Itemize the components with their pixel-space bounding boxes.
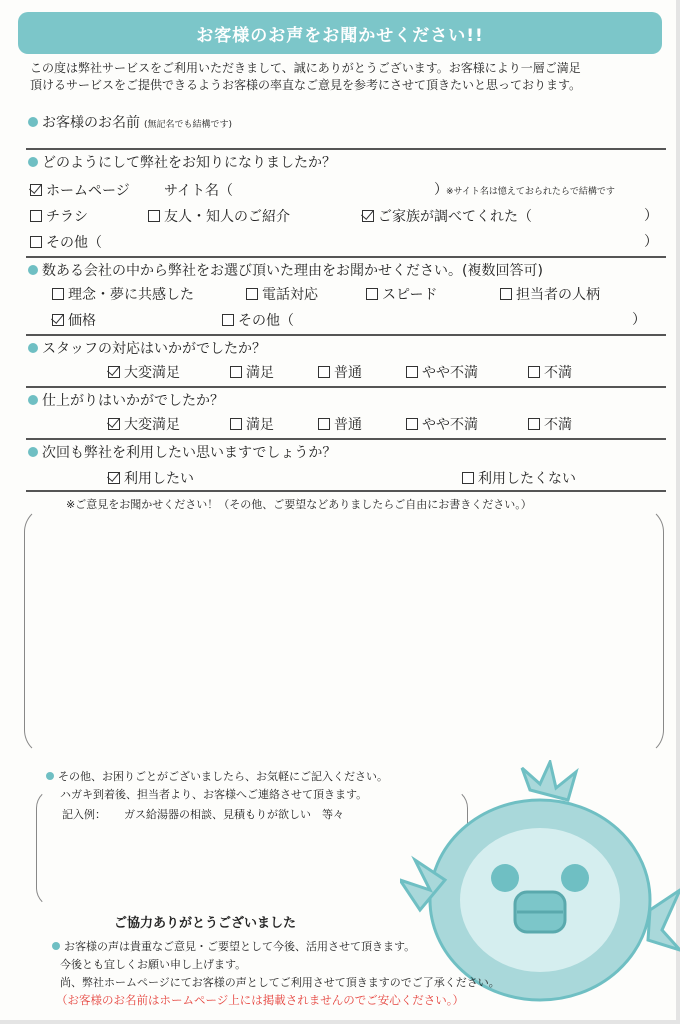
site-name-note: ※サイト名は憶えておられたらで結構です — [446, 187, 615, 197]
question-use-again — [28, 442, 336, 462]
option-reason-other-label: その他（ — [238, 313, 294, 329]
checkbox-icon[interactable] — [30, 236, 42, 248]
option-source-other-label: その他（ — [46, 235, 102, 251]
checkbox-checked-icon[interactable] — [52, 314, 64, 326]
footer-line-1-text: お客様の声は貴重なご意見・ご要望として今後、活用させて頂きます。 — [64, 940, 416, 953]
bullet-dot-icon — [28, 395, 38, 405]
checkbox-icon[interactable] — [500, 288, 512, 300]
option-reason-other-close: ） — [632, 312, 646, 328]
option-use-again-no-label: 利用したくない — [478, 471, 576, 487]
finish-option-label: 大変満足 — [124, 417, 180, 433]
staff-option-label: 満足 — [246, 365, 274, 381]
finish-option-very-satisfied[interactable] — [108, 414, 180, 434]
finish-option-normal[interactable] — [318, 414, 362, 434]
divider — [26, 148, 666, 150]
staff-option-label: やや不満 — [422, 365, 478, 381]
question-name-label: お客様のお名前 — [42, 115, 140, 131]
bullet-dot-icon — [28, 157, 38, 167]
option-homepage-label: ホームページ — [46, 183, 130, 199]
question-reason — [28, 260, 543, 280]
footer-privacy-notice: （お客様のお名前はホームページ上には掲載されませんのでご安心ください。） — [56, 993, 465, 1007]
divider — [26, 256, 666, 258]
question-reason-label: 数ある会社の中から弊社をお選び頂いた理由をお聞かせください。(複数回答可) — [42, 263, 543, 279]
checkbox-checked-icon[interactable] — [108, 472, 120, 484]
staff-option-very-satisfied[interactable] — [108, 362, 180, 382]
other-issues-line-2: ハガキ到着後、担当者より、お客様へご連絡させて頂きます。 — [60, 788, 368, 801]
comments-area[interactable] — [24, 506, 664, 756]
divider — [26, 438, 666, 440]
checkbox-checked-icon[interactable] — [108, 418, 120, 430]
checkbox-icon[interactable] — [230, 366, 242, 378]
question-finish-label: 仕上がりはいかがでしたか？ — [42, 393, 224, 409]
staff-option-dissatisfied[interactable] — [528, 362, 572, 382]
option-speed-label: スピード — [382, 287, 438, 303]
option-philosophy[interactable] — [52, 284, 194, 304]
finish-option-dissatisfied[interactable] — [528, 414, 572, 434]
option-use-again-yes-label: 利用したい — [124, 471, 194, 487]
question-name — [28, 112, 232, 132]
checkbox-icon[interactable] — [528, 366, 540, 378]
option-phone-label: 電話対応 — [262, 287, 318, 303]
question-staff — [28, 338, 266, 358]
question-finish — [28, 390, 224, 410]
checkbox-icon[interactable] — [30, 210, 42, 222]
checkbox-icon[interactable] — [406, 418, 418, 430]
option-staff-personality[interactable] — [500, 284, 600, 304]
checkbox-checked-icon[interactable] — [362, 210, 374, 222]
staff-option-somewhat-dissatisfied[interactable] — [406, 362, 478, 382]
option-friend[interactable] — [148, 206, 290, 226]
divider — [26, 334, 666, 336]
page-title: お客様のお声をお聞かせください!! — [18, 12, 662, 54]
finish-option-satisfied[interactable] — [230, 414, 274, 434]
option-use-again-no[interactable] — [462, 468, 576, 488]
finish-option-somewhat-dissatisfied[interactable] — [406, 414, 478, 434]
option-philosophy-label: 理念・夢に共感した — [68, 287, 194, 303]
checkbox-icon[interactable] — [246, 288, 258, 300]
option-reason-other[interactable] — [222, 310, 294, 330]
option-flyer[interactable] — [30, 206, 88, 226]
example-text: ガス給湯器の相談、見積もりが欲しい 等々 — [124, 808, 344, 821]
option-family[interactable] — [362, 206, 532, 226]
question-staff-label: スタッフの対応はいかがでしたか？ — [42, 341, 266, 357]
intro-line-1: この度は弊社サービスをご利用いただきまして、誠にありがとうございます。お客様により一層ご満足 — [30, 61, 581, 75]
option-staff-personality-label: 担当者の人柄 — [516, 287, 600, 303]
option-flyer-label: チラシ — [46, 209, 88, 225]
finish-option-label: 満足 — [246, 417, 274, 433]
option-price-label: 価格 — [68, 313, 96, 329]
footer-line-1 — [52, 938, 415, 954]
bullet-dot-icon — [28, 117, 38, 127]
footer-line-2: 今後とも宜しくお願い申し上げます。 — [60, 958, 247, 971]
option-speed[interactable] — [366, 284, 437, 304]
other-issues-line-1-text: その他、お困りごとがございましたら、お気軽にご記入ください。 — [58, 770, 388, 783]
option-family-close: ） — [644, 208, 658, 224]
checkbox-icon[interactable] — [52, 288, 64, 300]
question-source-label: どのようにして弊社をお知りになりましたか？ — [42, 155, 336, 171]
bullet-dot-icon — [28, 265, 38, 275]
checkbox-icon[interactable] — [462, 472, 474, 484]
option-family-label: ご家族が調べてくれた（ — [378, 209, 532, 225]
option-source-other-close: ） — [644, 234, 658, 250]
intro-line-2: 頂けるサービスをご提供できるようお客様の率直なご意見を参考にさせて頂きたいと思っております。 — [30, 78, 582, 92]
checkbox-checked-icon[interactable] — [108, 366, 120, 378]
checkbox-icon[interactable] — [222, 314, 234, 326]
divider — [26, 386, 666, 388]
site-name-label: サイト名（ — [164, 183, 234, 199]
finish-option-label: やや不満 — [422, 417, 478, 433]
example-label: 記入例： — [62, 808, 106, 821]
staff-option-label: 不満 — [544, 365, 572, 381]
checkbox-icon[interactable] — [148, 210, 160, 222]
divider — [26, 490, 666, 492]
checkbox-icon[interactable] — [406, 366, 418, 378]
option-price[interactable] — [52, 310, 96, 330]
checkbox-icon[interactable] — [528, 418, 540, 430]
staff-option-label: 普通 — [334, 365, 362, 381]
option-phone[interactable] — [246, 284, 318, 304]
bullet-dot-icon — [46, 772, 54, 780]
staff-option-normal[interactable] — [318, 362, 362, 382]
bullet-dot-icon — [52, 942, 60, 950]
option-friend-label: 友人・知人のご紹介 — [164, 209, 290, 225]
staff-option-label: 大変満足 — [124, 365, 180, 381]
intro-text — [30, 60, 660, 94]
site-name-close: ） — [434, 182, 448, 198]
other-issues-line-1 — [46, 768, 388, 784]
bullet-dot-icon — [28, 447, 38, 457]
checkbox-icon[interactable] — [318, 366, 330, 378]
question-source — [28, 152, 336, 172]
finish-option-label: 不満 — [544, 417, 572, 433]
checkbox-checked-icon[interactable] — [30, 184, 42, 196]
checkbox-icon[interactable] — [230, 418, 242, 430]
footer-line-3: 尚、弊社ホームページにてお客様の声としてご利用させて頂きますのでご了承ください。 — [60, 976, 500, 989]
thanks-message: ご協力ありがとうございました — [114, 916, 297, 931]
checkbox-icon[interactable] — [366, 288, 378, 300]
checkbox-icon[interactable] — [318, 418, 330, 430]
question-use-again-label: 次回も弊社を利用したい思いますでしょうか？ — [42, 445, 337, 461]
option-source-other[interactable] — [30, 232, 102, 252]
comments-title: ※ご意見をお聞かせください！（その他、ご要望などありましたらご自由にお書きください。） — [62, 496, 536, 512]
option-homepage[interactable] — [30, 180, 130, 200]
staff-option-satisfied[interactable] — [230, 362, 274, 382]
option-use-again-yes[interactable] — [108, 468, 194, 488]
finish-option-label: 普通 — [334, 417, 362, 433]
bullet-dot-icon — [28, 343, 38, 353]
question-name-note: (無記名でも結構です) — [144, 120, 233, 130]
